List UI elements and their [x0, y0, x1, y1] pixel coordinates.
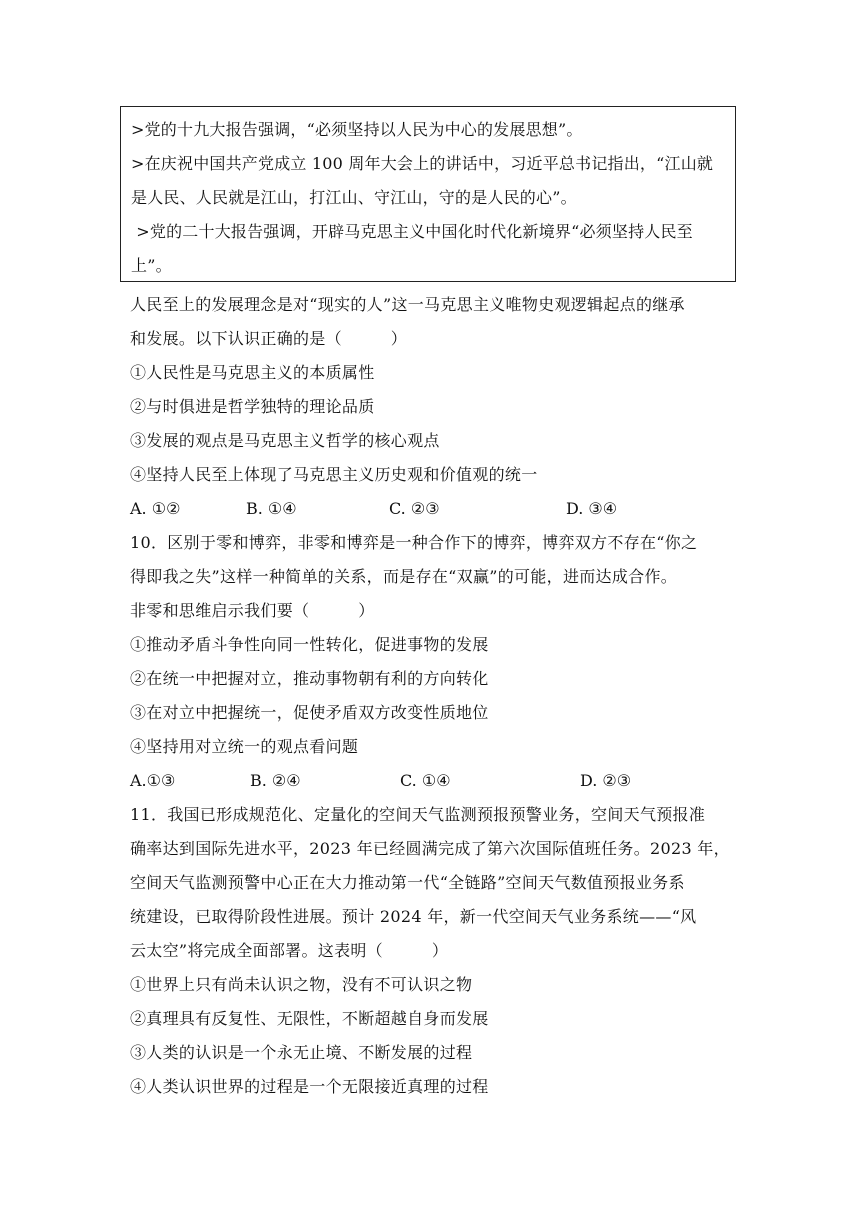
statement-item: ④人类认识世界的过程是一个无限接近真理的过程	[130, 1077, 489, 1096]
question-stem-line: 云太空”将完成全面部署。这表明（ ）	[130, 941, 449, 960]
question-stem-line: 得即我之失”这样一种简单的关系，而是存在“双赢”的可能，进而达成合作。	[130, 567, 678, 586]
statement-item: ③发展的观点是马克思主义哲学的核心观点	[130, 431, 440, 450]
statement-item: ①人民性是马克思主义的本质属性	[130, 363, 375, 382]
quote-line: >党的十九大报告强调，“必须坚持以人民为中心的发展思想”。	[131, 120, 583, 139]
option-c: C. ①④	[400, 771, 451, 790]
statement-item: ①世界上只有尚未认识之物，没有不可认识之物	[130, 975, 473, 994]
question-stem-line: 空间天气监测预警中心正在大力推动第一代“全链路”空间天气数值预报业务系	[130, 873, 685, 892]
option-a: A. ①②	[130, 499, 181, 518]
option-c: C. ②③	[389, 499, 440, 518]
quote-box	[120, 106, 736, 282]
question-stem-line: 10．区别于零和博弈，非零和博弈是一种合作下的博弈，博弈双方不存在“你之	[130, 533, 698, 552]
question-stem-line: 11．我国已形成规范化、定量化的空间天气监测预报预警业务，空间天气预报准	[130, 805, 706, 824]
question-stem-line: 统建设，已取得阶段性进展。预计 2024 年，新一代空间天气业务系统——“风	[130, 907, 697, 926]
answer-options	[130, 492, 742, 526]
questions	[130, 288, 742, 1104]
question-10	[130, 526, 742, 798]
statement-item: ②与时俱进是哲学独特的理论品质	[130, 397, 375, 416]
option-b: B. ②④	[250, 771, 301, 790]
question-stem-line: 非零和思维启示我们要（ ）	[130, 601, 375, 620]
statement-item: ③人类的认识是一个永无止境、不断发展的过程	[130, 1043, 473, 1062]
statement-item: ①推动矛盾斗争性向同一性转化，促进事物的发展	[130, 635, 489, 654]
statement-item: ②在统一中把握对立，推动事物朝有利的方向转化	[130, 669, 489, 688]
question-11	[130, 798, 742, 1104]
option-d: D. ②③	[580, 771, 632, 790]
question-stem-line: 确率达到国际先进水平，2023 年已经圆满完成了第六次国际值班任务。2023 年，	[130, 839, 730, 858]
statement-item: ④坚持人民至上体现了马克思主义历史观和价值观的统一	[130, 465, 538, 484]
quote-line: 是人民、人民就是江山，打江山、守江山，守的是人民的心”。	[131, 188, 577, 207]
question-stem-line: 人民至上的发展理念是对“现实的人”这一马克思主义唯物史观逻辑起点的继承	[130, 295, 685, 314]
question-stem-line: 和发展。以下认识正确的是（ ）	[130, 329, 408, 348]
option-d: D. ③④	[566, 499, 618, 518]
answer-options	[130, 764, 742, 798]
quote-line: >在庆祝中国共产党成立 100 周年大会上的讲话中，习近平总书记指出，“江山就	[131, 154, 714, 173]
option-a: A.①③	[130, 771, 176, 790]
statement-item: ③在对立中把握统一，促使矛盾双方改变性质地位	[130, 703, 489, 722]
option-b: B. ①④	[246, 499, 297, 518]
quote-line: 上”。	[131, 256, 172, 275]
statement-item: ④坚持用对立统一的观点看问题	[130, 737, 359, 756]
quote-line: >党的二十大报告强调，开辟马克思主义中国化时代化新境界“必须坚持人民至	[131, 222, 693, 241]
statement-item: ②真理具有反复性、无限性，不断超越自身而发展	[130, 1009, 489, 1028]
question-9	[130, 288, 742, 526]
